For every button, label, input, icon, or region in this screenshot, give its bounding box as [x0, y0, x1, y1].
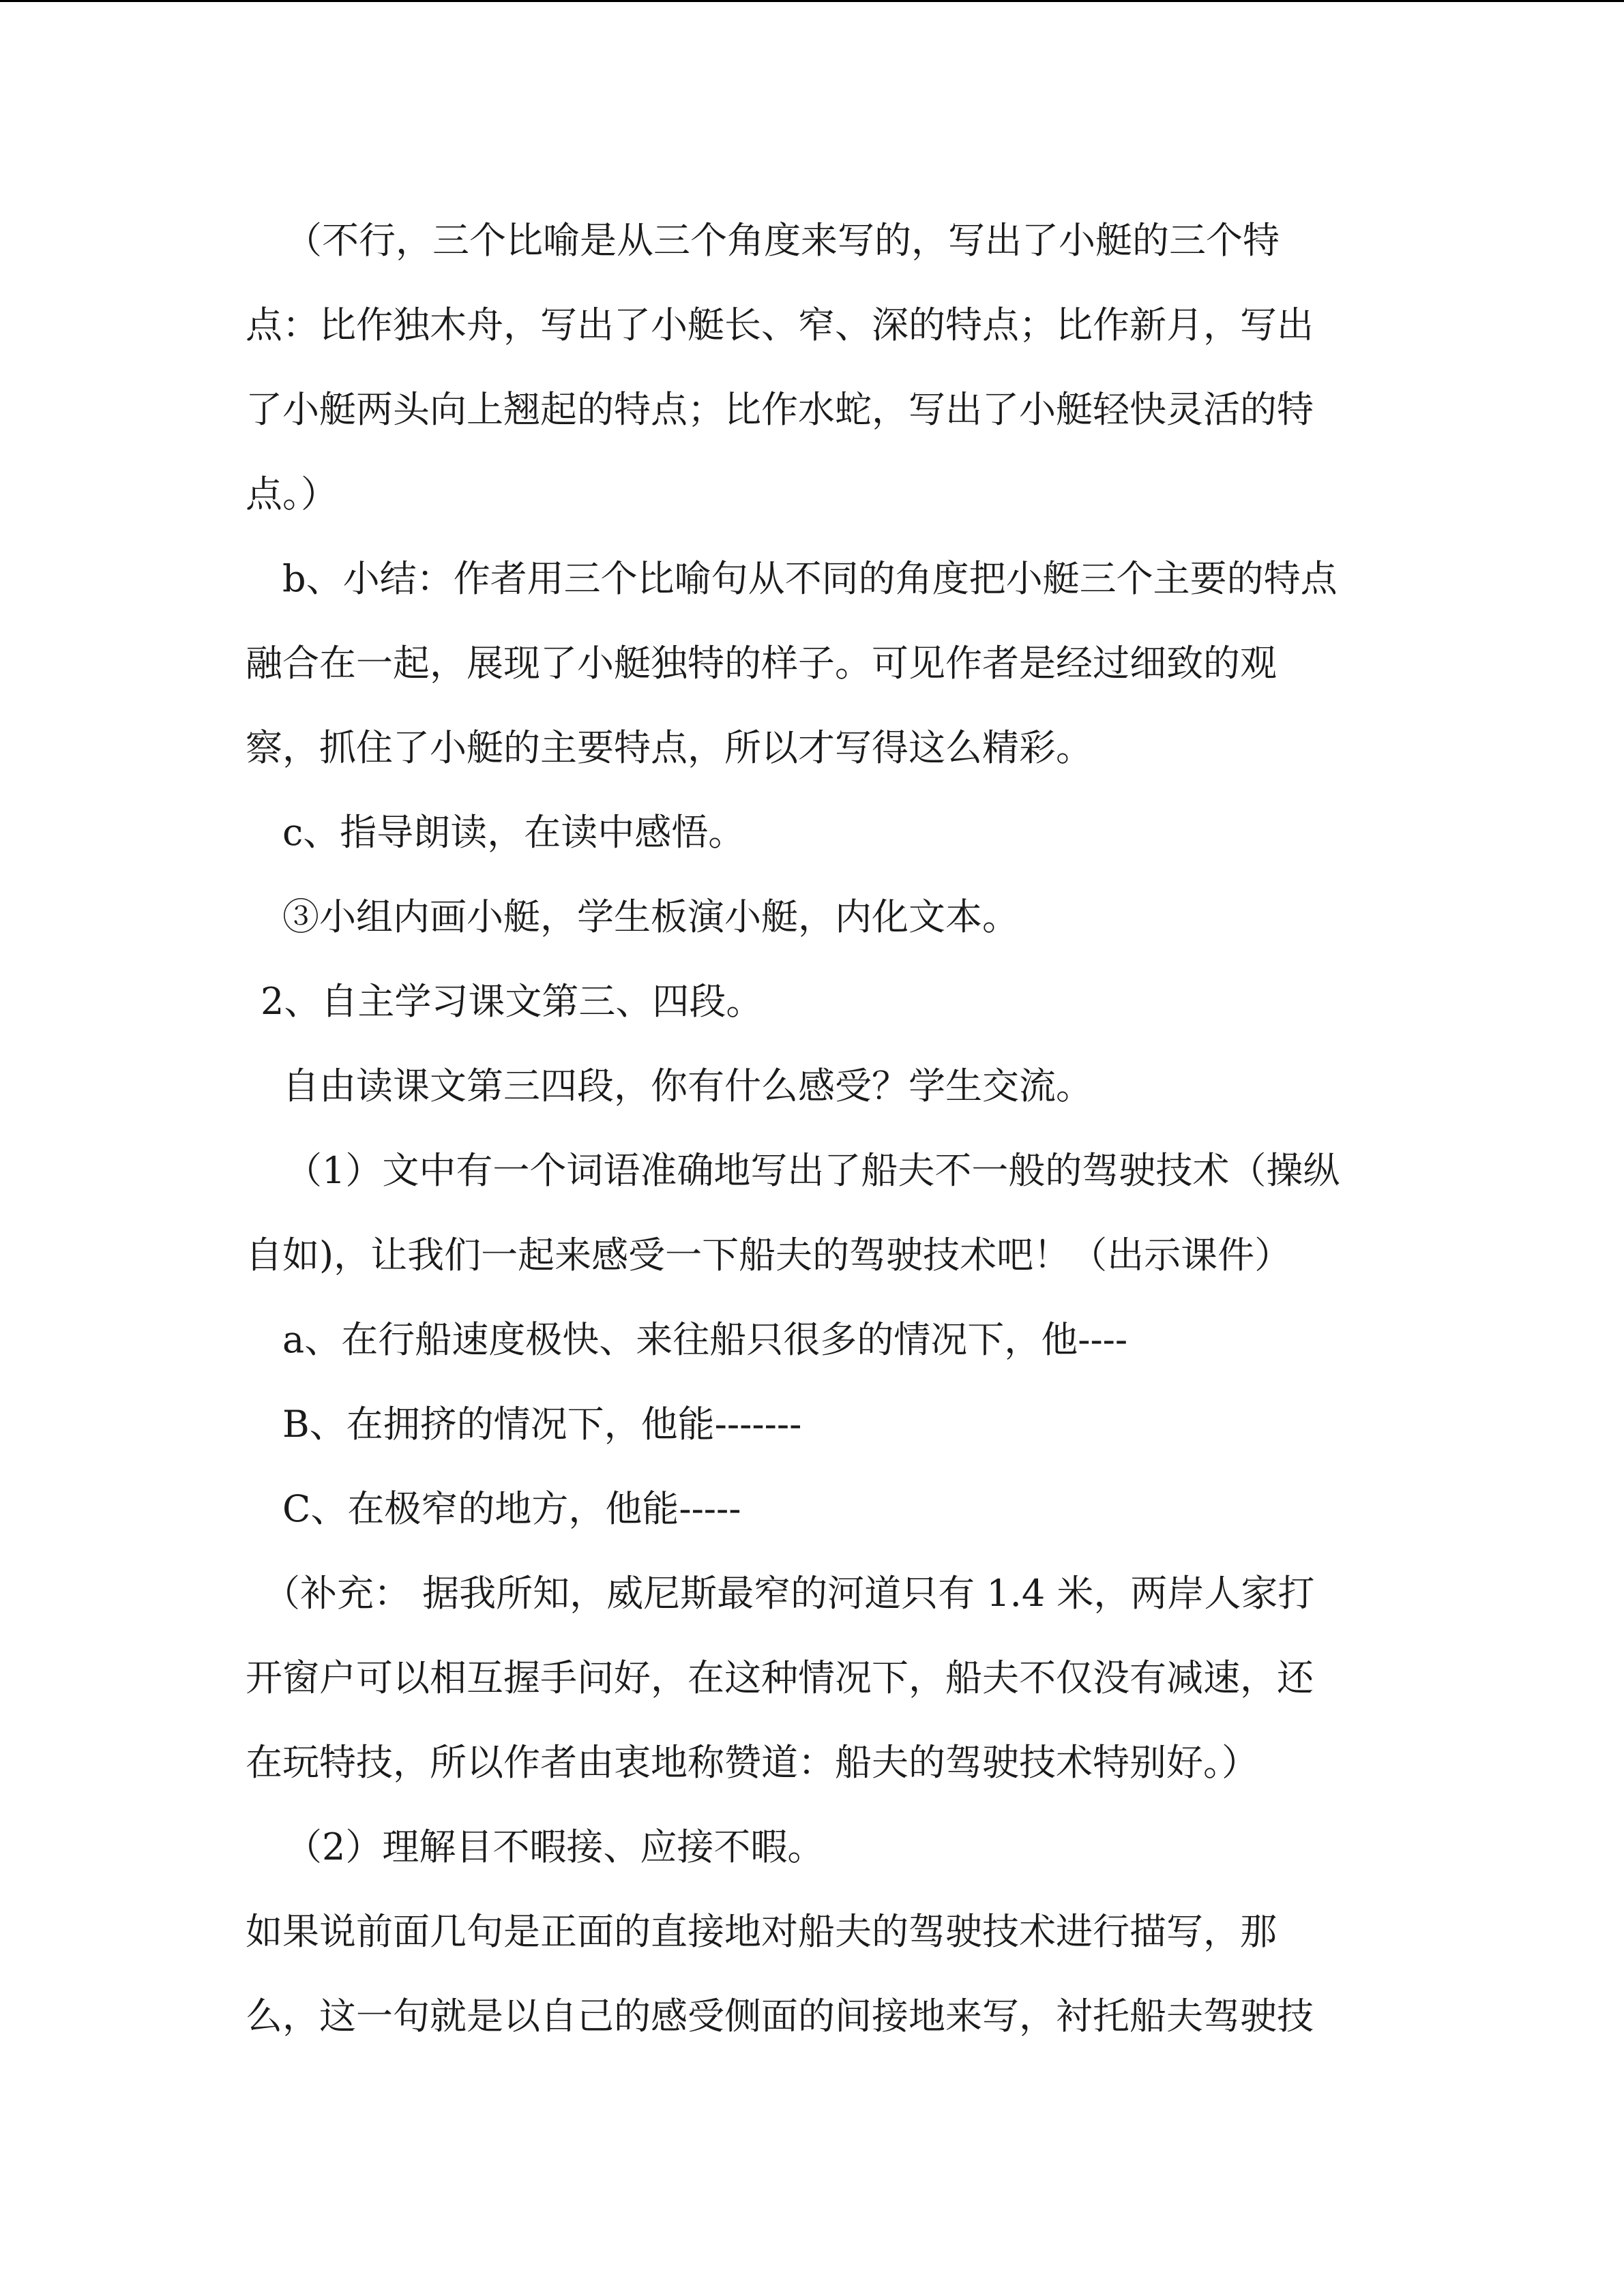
text-line: （1）文中有一个词语准确地写出了船夫不一般的驾驶技术（操纵	[285, 1149, 1340, 1192]
text-line: 察，抓住了小艇的主要特点，所以才写得这么精彩。	[246, 726, 1093, 769]
text-line: 点：比作独木舟，写出了小艇长、窄、深的特点；比作新月，写出	[246, 303, 1314, 346]
text-line: 融合在一起，展现了小艇独特的样子。可见作者是经过细致的观	[246, 642, 1277, 685]
text-line: （不行，三个比喻是从三个角度来写的，写出了小艇的三个特	[285, 219, 1280, 262]
text-line: C、在极窄的地方，他能-----	[282, 1487, 741, 1530]
text-line: B、在拥挤的情况下，他能-------	[282, 1403, 802, 1446]
text-line: 开窗户可以相互握手问好，在这种情况下，船夫不仅没有减速，还	[246, 1656, 1314, 1699]
text-line: （2）理解目不暇接、应接不暇。	[285, 1825, 825, 1868]
text-line: 么，这一句就是以自己的感受侧面的间接地来写，衬托船夫驾驶技	[246, 1995, 1314, 2038]
text-line: 在玩特技，所以作者由衷地称赞道：船夫的驾驶技术特别好。）	[246, 1741, 1258, 1784]
text-line: ③小组内画小艇，学生板演小艇，内化文本。	[282, 895, 1019, 938]
text-line: 点。）	[246, 473, 338, 516]
text-line: 2、自主学习课文第三、四段。	[261, 980, 763, 1023]
text-line: 了小艇两头向上翘起的特点；比作水蛇，写出了小艇轻快灵活的特	[246, 388, 1314, 431]
text-line: （补充： 据我所知，威尼斯最窄的河道只有 1.4 米，两岸人家打	[263, 1572, 1315, 1615]
text-line: c、指导朗读，在读中感悟。	[282, 811, 745, 854]
text-line: b、小结：作者用三个比喻句从不同的角度把小艇三个主要的特点	[282, 557, 1338, 600]
text-line: 如果说前面几句是正面的直接地对船夫的驾驶技术进行描写，那	[246, 1910, 1277, 1953]
text-line: 自由读课文第三四段，你有什么感受？学生交流。	[282, 1064, 1093, 1107]
text-line: a、在行船速度极快、来往船只很多的情况下，他----	[282, 1318, 1128, 1361]
text-line: 自如)，让我们一起来感受一下船夫的驾驶技术吧！（出示课件）	[246, 1234, 1292, 1277]
